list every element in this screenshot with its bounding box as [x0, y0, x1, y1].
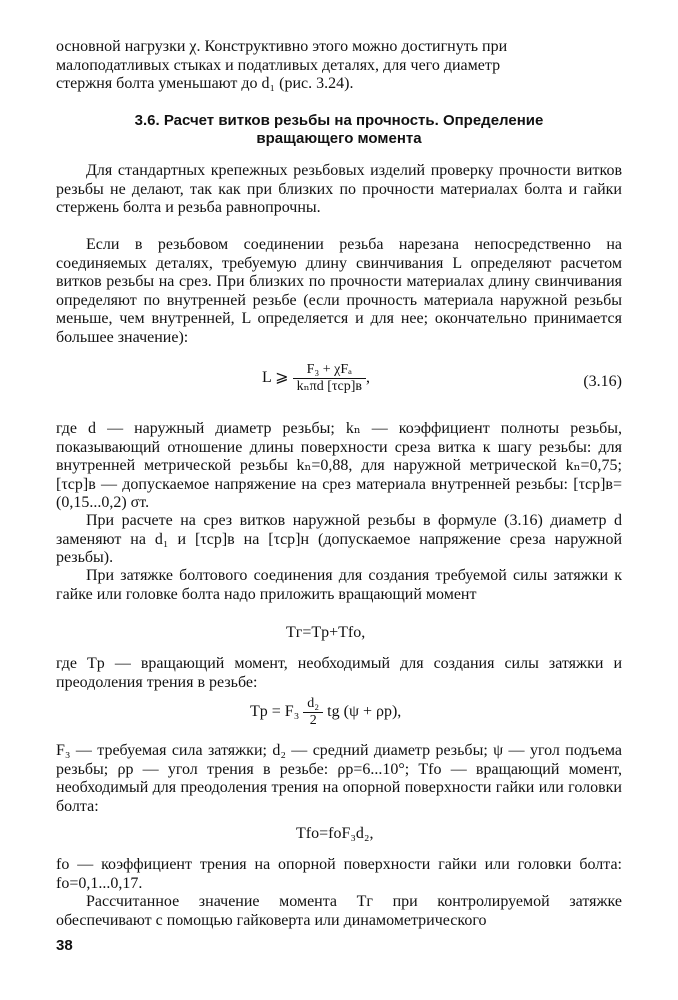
equation-tp — [250, 696, 401, 729]
equation-fraction — [293, 362, 366, 395]
equation-rhs: tg (ψ + ρр), — [327, 703, 402, 721]
section-title-line: 3.6. Расчет витков резьбы на прочность. Определение — [134, 112, 544, 129]
paragraph: Если в резьбовом соединении резьба нарезана непосредственно на соединяемых деталях, требуемую длину свинчивания L определяют расчетом витков резьбы на срез. При близких по прочности материалах длину свинчивания определяют по внутренней резьбе (если прочность материала наружной резьбы меньше, чем внутренней, L определяется и для нее; окончательно принимается большее значение): — [56, 236, 622, 346]
equation-3-16 — [262, 362, 370, 395]
page-number: 38 — [56, 937, 73, 954]
equation-lhs: Tр = F₃ — [250, 703, 300, 721]
fraction-denominator: 2 — [303, 712, 323, 729]
paragraph: Рассчитанное значение момента Tг при контролируемой затяжке обеспечивают с помощью гайковерта или динамометрического — [56, 893, 622, 929]
paragraph: где d — наружный диаметр резьбы; kₙ — коэффициент полноты резьбы, показывающий отношение длины поверхности среза витка к шагу резьбы: для внутренней метрической резьбы kₙ=0,88, для наружной метрической kₙ=0,75; [τср]в — допускаемое напряжение на срез материала внутренней резьбы: [τср]в= (0,15...0,2) σт. — [56, 420, 622, 511]
paragraph: fо — коэффициент трения на опорной поверхности гайки или головки болта: fо=0,1...0,17. — [56, 856, 622, 892]
section-title — [56, 112, 622, 148]
equation-tf: Tfо=fоF₃d₂, — [296, 825, 374, 842]
text-line: основной нагрузки χ. Конструктивно этого можно достигнуть при — [56, 38, 508, 55]
top-paragraph — [56, 38, 622, 94]
equation-number: (3.16) — [583, 373, 622, 390]
fraction-numerator: F₃ + χFₐ — [306, 362, 352, 377]
equation-tail: , — [366, 369, 370, 387]
paragraph: При затяжке болтового соединения для создания требуемой силы затяжки к гайке или головке болта надо приложить вращающий момент — [56, 567, 622, 603]
section-title-line: вращающего момента — [256, 130, 422, 147]
text-line: малоподатливых стыках и податливых деталях, для чего диаметр — [56, 56, 501, 74]
fraction-numerator: d₂ — [307, 696, 320, 711]
equation-fraction — [303, 696, 323, 729]
fraction-denominator: kₙπd [τср]в — [293, 378, 366, 395]
equation-tg: Tг=Tр+Tfо, — [286, 624, 366, 641]
paragraph: F₃ — требуемая сила затяжки; d₂ — средний диаметр резьбы; ψ — угол подъема резьбы; ρр — угол трения в резьбе: ρр=6...10°; Tfо — вращающий момент, необходимый для преодоления трения на опорной поверхности гайки или головки болта: — [56, 742, 622, 815]
paragraph: где Tр — вращающий момент, необходимый для создания силы затяжки и преодоления трения в резьбе: — [56, 655, 622, 691]
equation-lhs: L ⩾ — [262, 369, 289, 387]
paragraph: При расчете на срез витков наружной резьбы в формуле (3.16) диаметр d заменяют на d₁ и [τср]в на [τср]н (допускаемое напряжение среза наружной резьбы). — [56, 512, 622, 566]
text-line: стержня болта уменьшают до d₁ (рис. 3.24). — [56, 75, 354, 92]
paragraph: Для стандартных крепежных резьбовых изделий проверку прочности витков резьбы не делают, так как при близких по прочности материалах болта и гайки стержень болта и резьба равнопрочны. — [56, 162, 622, 216]
